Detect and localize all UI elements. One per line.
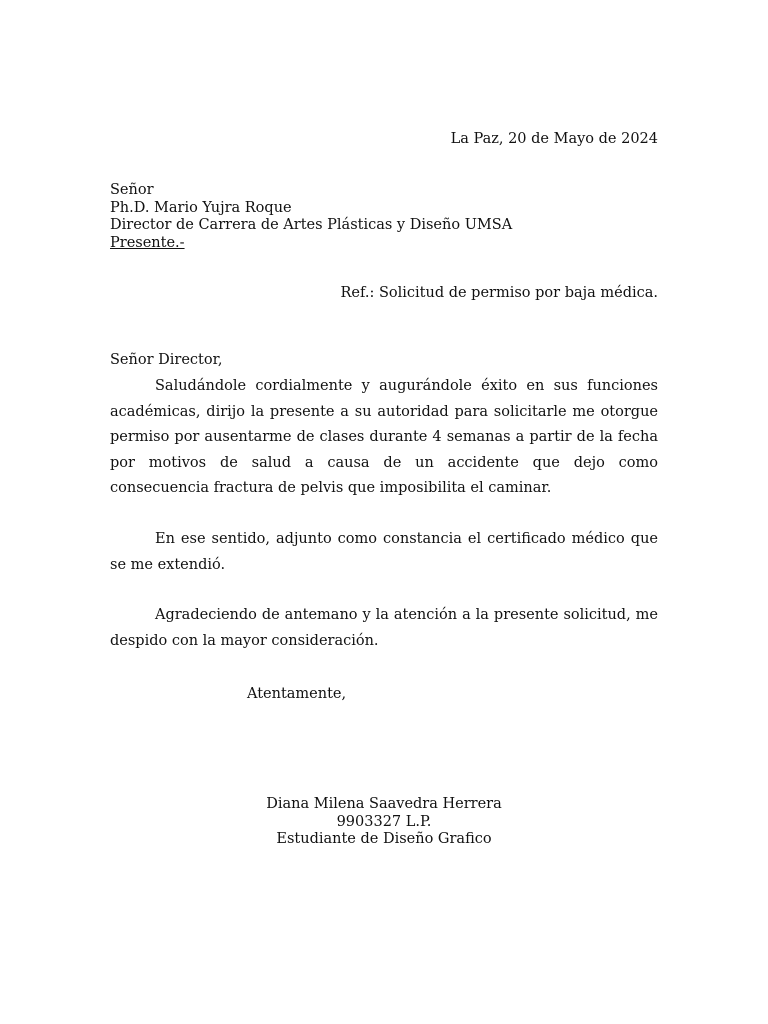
- recipient-block: [110, 182, 512, 252]
- recipient-name: Ph.D. Mario Yujra Roque: [110, 199, 292, 216]
- reference-line: Ref.: Solicitud de permiso por baja médica.: [340, 285, 658, 301]
- recipient-position: Director de Carrera de Artes Plásticas y Diseño UMSA: [110, 217, 513, 233]
- salutation: Señor Director,: [110, 352, 223, 368]
- signature-block: [0, 796, 768, 849]
- signature-name: Diana Milena Saavedra Herrera: [266, 796, 502, 812]
- letter-date: La Paz, 20 de Mayo de 2024: [450, 131, 658, 147]
- signature-role: Estudiante de Diseño Grafico: [276, 831, 492, 847]
- closing: Atentamente,: [247, 686, 347, 702]
- recipient-presente: Presente.-: [110, 234, 185, 251]
- signature-id: 9903327 L.P.: [336, 813, 432, 830]
- body-paragraph-1: Saludándole cordialmente y augurándole éxito en sus funciones académicas, dirijo la presente a su autoridad para solicitarle me otorgue permiso por ausentarme de clases durante 4 semanas a partir de la fecha por motivos de salud a causa de un accidente que dejo como consecuencia fractura de pelvis que imposibilita el caminar.: [110, 378, 658, 496]
- recipient-greeting: Señor: [110, 182, 154, 198]
- body-paragraph-2: En ese sentido, adjunto como constancia el certificado médico que se me extendió.: [110, 531, 658, 573]
- body-paragraph-3: Agradeciendo de antemano y la atención a la presente solicitud, me despido con la mayor consideración.: [110, 607, 658, 649]
